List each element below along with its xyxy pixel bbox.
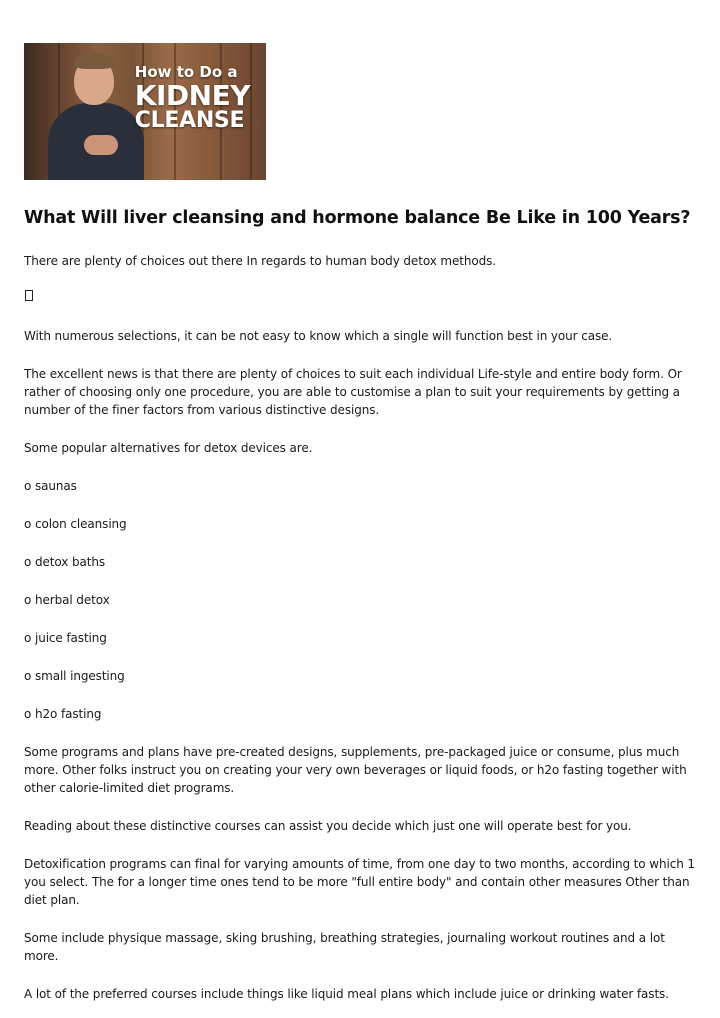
paragraph: Some popular alternatives for detox devices are.	[24, 441, 313, 455]
paragraph: Some include physique massage, sking brushing, breathing strategies, journaling workout routines and a lot more.	[24, 931, 665, 963]
hero-title-line1: How to Do a	[134, 63, 238, 81]
paragraph: The excellent news is that there are plenty of choices to suit each individual Life-style and entire body form. Or rather of choosing only one procedure, you are able to customise a plan to suit your requirements by getting a number of the finer factors from various distinctive designs.	[24, 367, 682, 417]
paragraph: A lot of the preferred courses include things like liquid meal plans which include juice or drinking water fasts.	[24, 987, 669, 1001]
list-item: o h2o fasting	[24, 707, 102, 721]
intro-paragraph: There are plenty of choices out there In regards to human body detox methods.	[24, 254, 497, 268]
list-item: o saunas	[24, 479, 77, 493]
hero-title-line3: CLEANSE	[134, 108, 245, 133]
missing-glyph-icon	[25, 290, 33, 301]
hero-title-line2: KIDNEY	[134, 79, 250, 112]
paragraph: With numerous selections, it can be not easy to know which a single will function best in your case.	[24, 329, 613, 343]
list-item: o small ingesting	[24, 669, 125, 683]
paragraph: Detoxification programs can final for varying amounts of time, from one day to two months, according to which 1 you select. The for a longer time ones tend to be more "full entire body" and contain other measures Other than diet plan.	[24, 857, 695, 907]
paragraph: Some programs and plans have pre-created designs, supplements, pre-packaged juice or consume, plus much more. Other folks instruct you on creating your very own beverages or liquid foods, or h2o fasting together with other calorie-limited diet programs.	[24, 745, 687, 795]
paragraph: Reading about these distinctive courses can assist you decide which just one will operate best for you.	[24, 819, 632, 833]
list-item: o detox baths	[24, 555, 105, 569]
hero-image	[24, 43, 266, 180]
document-page	[24, 43, 700, 1003]
list-item: o herbal detox	[24, 593, 110, 607]
list-item: o colon cleansing	[24, 517, 127, 531]
hero-title	[135, 65, 250, 132]
article-title: What Will liver cleansing and hormone balance Be Like in 100 Years?	[24, 208, 691, 228]
list-item: o juice fasting	[24, 631, 107, 645]
